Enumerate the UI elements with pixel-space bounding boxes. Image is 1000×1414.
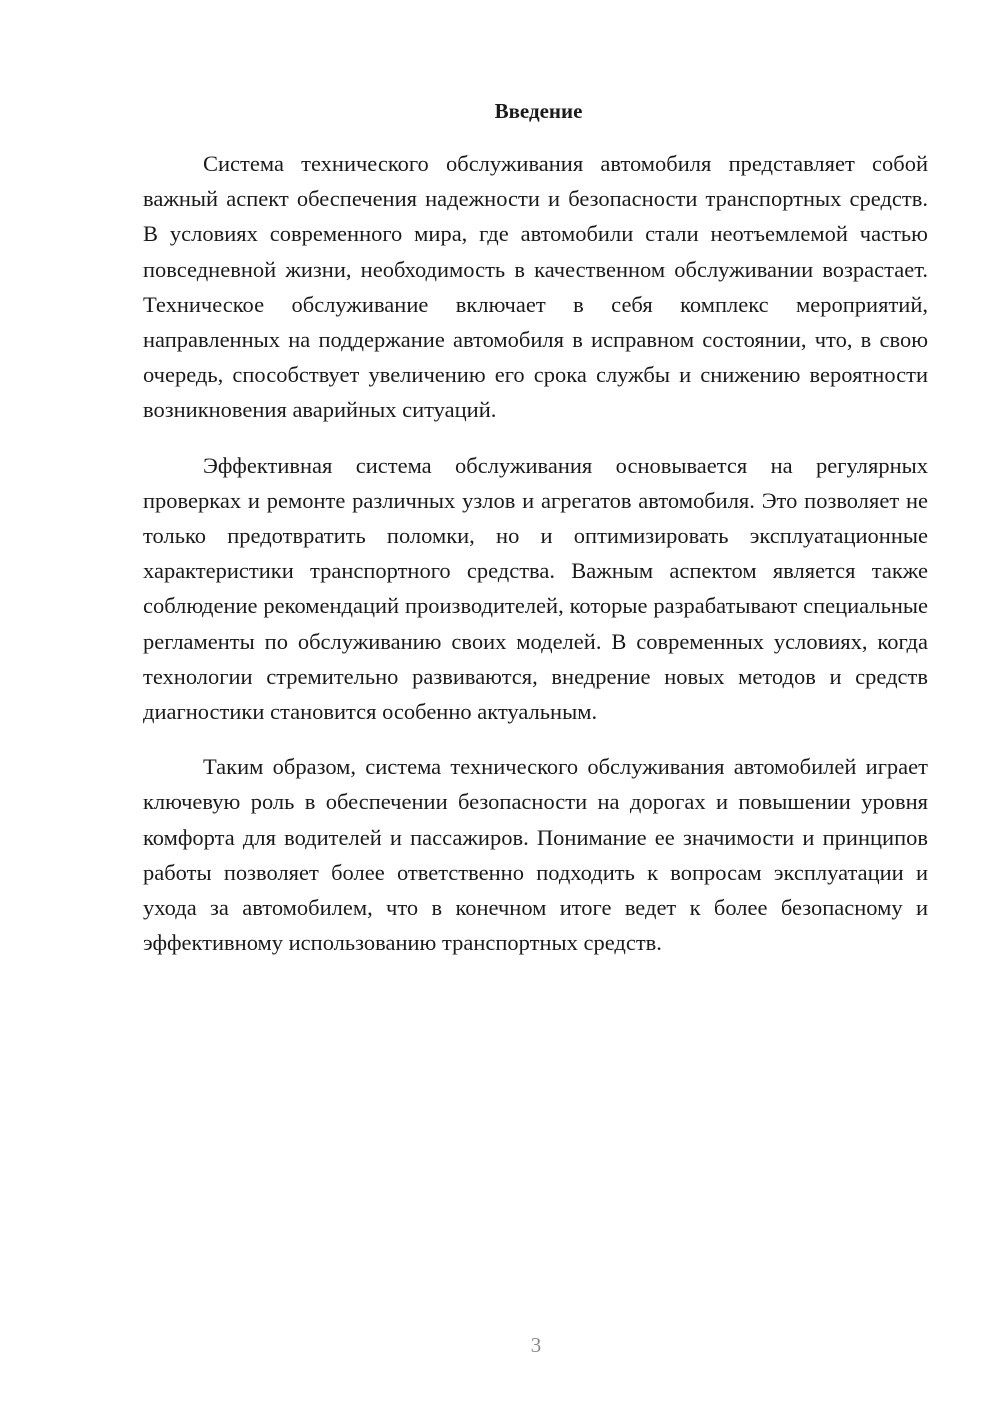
page-content [143,96,928,960]
page-number: 3 [530,1333,542,1357]
paragraph-3: Таким образом, система технического обслуживания автомобилей играет ключевую роль в обеспечении безопасности на дорогах и повышении уровня комфорта для водителей и пассажиров. Понимание ее значимости и принципов работы позволяет более ответственно подходить к вопросам эксплуатации и ухода за автомобилем, что в конечном итоге ведет к более безопасному и эффективному использованию транспортных средств. [143,754,928,956]
paragraph-1: Система технического обслуживания автомобиля представляет собой важный аспект обеспечения надежности и безопасности транспортных средств. В условиях современного мира, где автомобили стали неотъемлемой частью повседневной жизни, необходимость в качественном обслуживании возрастает. Техническое обслуживание включает в себя комплекс мероприятий, направленных на поддержание автомобиля в исправном состоянии, что, в свою очередь, способствует увеличению его срока службы и снижению вероятности возникновения аварийных ситуаций. [143,151,928,423]
section-title: Введение [494,99,583,123]
paragraph-2: Эффективная система обслуживания основывается на регулярных проверках и ремонте различных узлов и агрегатов автомобиля. Это позволяет не только предотвратить поломки, но и оптимизировать эксплуатационные характеристики транспортного средства. Важным аспектом является также соблюдение рекомендаций производителей, которые разрабатывают специальные регламенты по обслуживанию своих моделей. В современных условиях, когда технологии стремительно развиваются, внедрение новых методов и средств диагностики становится особенно актуальным. [143,452,928,725]
